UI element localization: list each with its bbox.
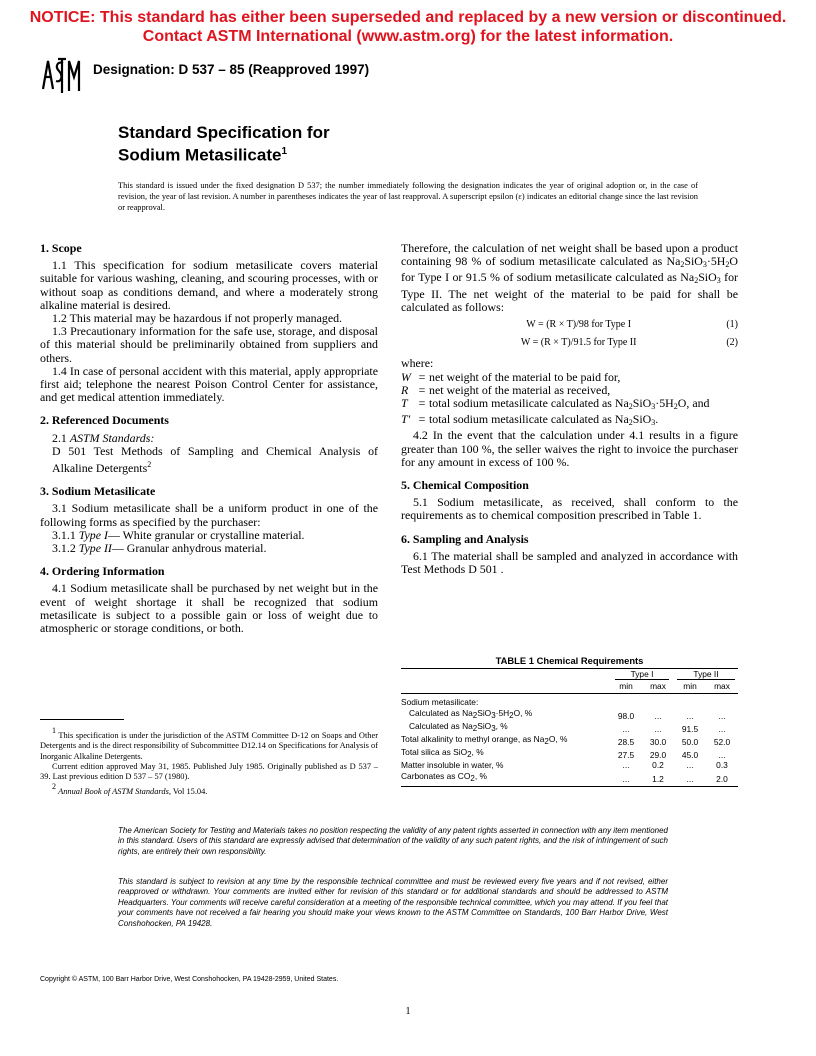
supersession-notice xyxy=(0,8,816,46)
issued-note: This standard is issued under the fixed designation D 537; the number immediately following the designation indicates the year of original adoption or, in the case of revision, the year of last revision. A number in parentheses indicates the year of last reapproval. A superscript epsilon (ε) indicates an editorial change since the last revision or reapproval. xyxy=(118,181,698,212)
table-row: Total alkalinity to methyl orange, as Na2O, % 28.5 30.0 50.0 52.0 xyxy=(401,734,731,748)
table-row: Matter insoluble in water, % ... 0.2 ... 0.3 xyxy=(401,760,728,771)
table-row: Calculated as Na2SiO3, % ... ... 91.5 ... xyxy=(409,720,726,734)
patent-disclaimer: The American Society for Testing and Materials takes no position respecting the validity of any patent rights asserted in connection with any item mentioned in this standard. Users of this standard are expressly advised that determination of the validity of any such patent rights, and the risk of infringement of such rights, are entirely their own responsibility. xyxy=(118,826,668,856)
paragraph-4-2: 4.2 In the event that the calculation under 4.1 results in a figure greater than 100 %, the seller waives the right to invoice the purchaser for any amount in excess of 100 %. xyxy=(401,428,738,469)
paragraph-1-4: 1.4 In case of personal accident with this material, apply appropriate first aid; telephone the nearest Poison Control Center for assistance, and get medical attention immediately. xyxy=(40,363,378,405)
title-line-2: Sodium Metasilicate xyxy=(118,145,282,165)
paragraph-3-1: 3.1 Sodium metasilicate shall be a uniform product in one of the following forms as specified by the purchaser: xyxy=(40,501,378,529)
section-heading-scope: 1. Scope xyxy=(40,241,82,255)
definition-r: R = net weight of the material as received, xyxy=(401,382,611,397)
section-heading-ordering: 4. Ordering Information xyxy=(40,564,165,579)
title-line-1: Standard Specification for xyxy=(118,123,330,142)
paragraph-2-1: 2.1 ASTM Standards: xyxy=(52,430,155,445)
equation-2: W = (R × T)/91.5 for Type II (2) xyxy=(520,337,738,349)
footnote-2: 2 Annual Book of ASTM Standards, Vol 15.04. xyxy=(52,782,208,797)
table-row: Total silica as SiO2, % 27.5 29.0 45.0 ... xyxy=(401,747,726,761)
where-definitions xyxy=(401,357,738,429)
paragraph-1-2: 1.2 This material may be hazardous if not properly managed. xyxy=(52,311,343,326)
definition-t-prime: T' = total sodium metasilicate calculated as $Na_2SiO_3$. xyxy=(401,412,659,428)
table-row: Carbonates as CO2, % ... 1.2 ... 2.0 xyxy=(401,771,738,787)
paragraph-1-1: 1.1 This specification for sodium metasilicate covers material suitable for various washing, cleaning, and scouring processes, with or without soap as conditions demand, and where a moderately strong alkaline material is desired. xyxy=(40,258,378,312)
table-1-caption: TABLE 1 Chemical Requirements xyxy=(495,655,644,666)
document-title xyxy=(118,123,330,165)
paragraph-3-1-2: 3.1.2 Type II— Granular anhydrous material. xyxy=(52,541,267,556)
section-heading-composition: 5. Chemical Composition xyxy=(401,478,529,493)
paragraph-6-1: 6.1 The material shall be sampled and analyzed in accordance with Test Methods D 501 . xyxy=(401,548,738,577)
table-header-types: Type I Type II xyxy=(401,669,738,680)
paragraph-1-3: 1.3 Precautionary information for the safe use, storage, and disposal of this material should be preliminarily obtained from suppliers and others. xyxy=(40,324,378,365)
notice-line-2: Contact ASTM International (www.astm.org) for the latest information. xyxy=(142,28,674,45)
table-header-minmax: min max min max xyxy=(401,679,738,694)
reference-d501: D 501 Test Methods of Sampling and Chemical Analysis of Alkaline Detergents$^2$ xyxy=(52,443,378,476)
section-heading-referenced: 2. Referenced Documents xyxy=(40,413,169,428)
right-column xyxy=(401,242,738,576)
paragraph-4-1-continued: Therefore, the calculation of net weight shall be based upon a product containing 98 % of sodium metasilicate calculated as $Na_2SiO_3\cdot 5H_2O$ for Type I or 91.5 % of sodium metasilicate calculated as $Na_2SiO_3$ for Type II. The net weight of the material to be paid for shall be calculated as follows: xyxy=(401,241,738,314)
table-row: Calculated as Na2SiO3·5H2O, % 98.0 ... ... ... xyxy=(409,707,726,721)
definition-t: T = total sodium metasilicate calculated as $Na_2SiO_3\cdot 5H_2O$, and xyxy=(401,396,710,412)
page-number: 1 xyxy=(405,1006,411,1017)
definition-w: W = net weight of the material to be paid for, xyxy=(401,369,621,384)
copyright: Copyright © ASTM, 100 Barr Harbor Drive, West Conshohocken, PA 19428-2959, United States. xyxy=(40,976,339,983)
designation: Designation: D 537 – 85 (Reapproved 1997) xyxy=(93,62,370,77)
paragraph-3-1-1: 3.1.1 Type I— White granular or crystalline material. xyxy=(52,527,305,542)
revision-disclaimer: This standard is subject to revision at any time by the responsible technical committee and must be reviewed every five years and if not revised, either reapproved or withdrawn. Your comments are invited either for revision of this standard or for additional standards and should be addressed to ASTM Headquarters. Your comments will receive careful consideration at a meeting of the responsible technical committee, which you may attend. If you feel that your comments have not received a fair hearing you should make your views known to the ASTM Committee on Standards, 100 Barr Harbor Drive, West Conshohocken, PA 19428. xyxy=(118,877,668,928)
footnotes xyxy=(40,726,378,798)
footnote-1-edition: Current edition approved May 31, 1985. Published July 1985. Originally published as D 537 – 39. Last previous edition D 537 – 57 (1980). xyxy=(40,761,378,782)
table-1 xyxy=(401,668,738,787)
table-group-label: Sodium metasilicate: xyxy=(401,697,479,708)
title-footnote-mark: 1 xyxy=(281,146,287,157)
equation-1: W = (R × T)/98 for Type I (1) xyxy=(526,319,738,331)
notice-line-1: NOTICE: This standard has either been superseded and replaced by a new version or discontinued. xyxy=(29,9,787,26)
where-label: where: xyxy=(401,356,434,371)
footnote-1: 1 This specification is under the jurisdiction of the ASTM Committee D-12 on Soaps and Other Detergents and is the direct responsibility of Subcommittee D12.14 on Specifications for Analysis of Inorganic Alkaline Detergents. xyxy=(40,726,379,761)
astm-logo-icon xyxy=(40,55,82,95)
section-heading-sampling: 6. Sampling and Analysis xyxy=(401,531,529,546)
section-heading-sodium: 3. Sodium Metasilicate xyxy=(40,484,156,499)
paragraph-5-1: 5.1 Sodium metasilicate, as received, shall conform to the requirements as to chemical composition prescribed in Table 1. xyxy=(401,495,738,523)
left-column xyxy=(40,242,378,635)
footnote-divider xyxy=(40,719,124,720)
paragraph-4-1: 4.1 Sodium metasilicate shall be purchased by net weight but in the event of weight shortage it shall be recognized that sodium metasilicate is subject to a possible gain or loss of weight due to atmospheric or storage conditions, or both. xyxy=(40,581,378,636)
